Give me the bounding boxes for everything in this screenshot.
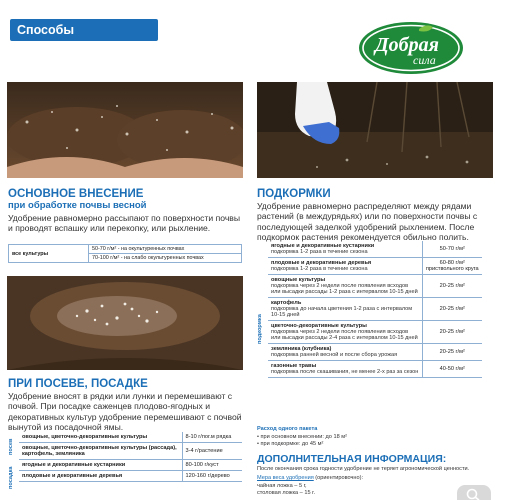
row-name: ягодные и декоративные кустарники <box>19 460 182 471</box>
row-value: 8-10 г/пог.м рядка <box>182 432 242 443</box>
table-row <box>19 443 242 460</box>
planting-title: ПРИ ПОСЕВЕ, ПОСАДКЕ <box>8 378 148 390</box>
measure-value: столовая ложка – 15 г. <box>257 490 316 496</box>
logo-word-2: сила <box>413 53 436 67</box>
side-label-sowing: посев <box>8 438 14 456</box>
table-row <box>19 460 242 471</box>
measure-note: (ориентировочно): <box>313 475 364 481</box>
zoom-button[interactable] <box>457 485 491 500</box>
table-row <box>268 275 482 298</box>
table-row <box>268 258 482 275</box>
row-note: подкормка через 2 недели после появления всходов или высадки рассады 1-2 раза с интервалом 10-15 дней <box>271 283 418 295</box>
row-name: картофель <box>271 300 302 306</box>
row-note: подкормка после скашивания, не менее 2-х раз за сезон <box>271 369 419 375</box>
basic-table <box>8 244 242 263</box>
brand-logo <box>357 20 465 76</box>
row-name: овощные культуры <box>271 277 326 283</box>
measure-line <box>257 475 363 482</box>
row-value: 60-80 г/м² приствольного круга <box>422 258 482 275</box>
row-value: 20-25 г/м² <box>422 298 482 321</box>
basic-text: Удобрение равномерно рассыпают по поверхности почвы и проводят вспашку или перекопку, или рыхление. <box>8 213 241 234</box>
row-value: 20-25 г/м² <box>422 344 482 361</box>
feeding-text: Удобрение равномерно распределяют между рядами растений (в междурядьях) или по поверхности почвы с последующей заделкой удобрений рыхлением. После подкормок растения рекомендуется обильно полить. <box>257 201 478 243</box>
basic-subtitle: при обработке почвы весной <box>8 200 147 211</box>
row-name: овощные, цветочно-декоративные культуры <box>19 432 182 443</box>
row-name: овощные, цветочно-декоративные культуры (рассада), картофель, земляника <box>19 443 182 460</box>
row-name: ягодные и декоративные кустарники <box>271 243 375 249</box>
measure-value: чайная ложка – 5 г, <box>257 483 307 489</box>
consumption-title: Расход одного пакета <box>257 426 318 432</box>
basic-table-row: 50-70 г/м² - на окультуренных почвах <box>89 245 242 254</box>
row-name: плодовые и декоративные деревья <box>271 260 372 266</box>
soil-hands-photo <box>7 82 243 178</box>
extra-text: После окончания срока годности удобрение не теряет агрономической ценности. <box>257 466 470 472</box>
row-note: подкормка до начала цветения 1-2 раза с интервалом 10-15 дней <box>271 306 413 318</box>
zoom-icon <box>457 485 491 500</box>
gloved-hand-photo <box>257 82 493 178</box>
row-name: цветочно-декоративные культуры <box>271 323 367 329</box>
table-row <box>268 298 482 321</box>
row-value: 80-100 г/куст <box>182 460 242 471</box>
side-label-planting: посадка <box>8 466 14 490</box>
extra-title: ДОПОЛНИТЕЛЬНАЯ ИНФОРМАЦИЯ: <box>257 453 447 465</box>
logo-word-1: Добрая <box>375 34 439 56</box>
row-value: 3-4 г/растение <box>182 443 242 460</box>
consumption-item: • при основном внесении: до 18 м² <box>257 434 347 440</box>
row-note: подкормка 1-2 раза в течение сезона <box>271 249 368 255</box>
table-row <box>268 321 482 344</box>
basic-title: ОСНОВНОЕ ВНЕСЕНИЕ <box>8 188 144 200</box>
basic-table-label: все культуры <box>9 245 89 263</box>
row-note: подкормка 1-2 раза в течение сезона <box>271 266 368 272</box>
row-name: плодовые и декоративные деревья <box>19 471 182 482</box>
table-row <box>268 344 482 361</box>
row-note: подкормка через 2 недели после появления всходов или высадки рассады 2-4 раза с интервалом 10-15 дней <box>271 329 418 341</box>
row-value: 20-25 г/м² <box>422 321 482 344</box>
row-name: земляника (клубника) <box>271 346 332 352</box>
row-value: 40-50 г/м² <box>422 361 482 378</box>
planting-table <box>19 432 242 482</box>
feeding-side-label: подкормка <box>257 314 263 344</box>
table-row <box>268 241 482 258</box>
row-value: 20-25 г/м² <box>422 275 482 298</box>
table-row <box>19 471 242 482</box>
measure-title: Мера веса удобрения <box>257 475 314 481</box>
soil-granules-photo <box>7 276 243 370</box>
basic-table-row: 70-100 г/м² - на слабо окультуренных почвах <box>89 254 242 263</box>
consumption-item: • при подкормке: до 45 м² <box>257 441 324 447</box>
section-title-badge: Способы использования <box>10 19 158 41</box>
planting-text: Удобрение вносят в рядки или лунки и перемешивают с почвой. При посадке саженцев плодово-ягодных и декоративных культур удобрение перемешивают с почвой вынутой из посадочной ямы. <box>8 391 242 433</box>
row-value: 120-160 г/дерево <box>182 471 242 482</box>
row-value: 50-70 г/м² <box>422 241 482 258</box>
row-note: подкормка ранней весной и после сбора урожая <box>271 352 398 358</box>
planting-side-label <box>8 432 18 494</box>
table-row <box>19 432 242 443</box>
feeding-table <box>268 241 482 378</box>
table-row <box>268 361 482 378</box>
feeding-title: ПОДКОРМКИ <box>257 188 331 200</box>
row-name: газонные травы <box>271 363 317 369</box>
